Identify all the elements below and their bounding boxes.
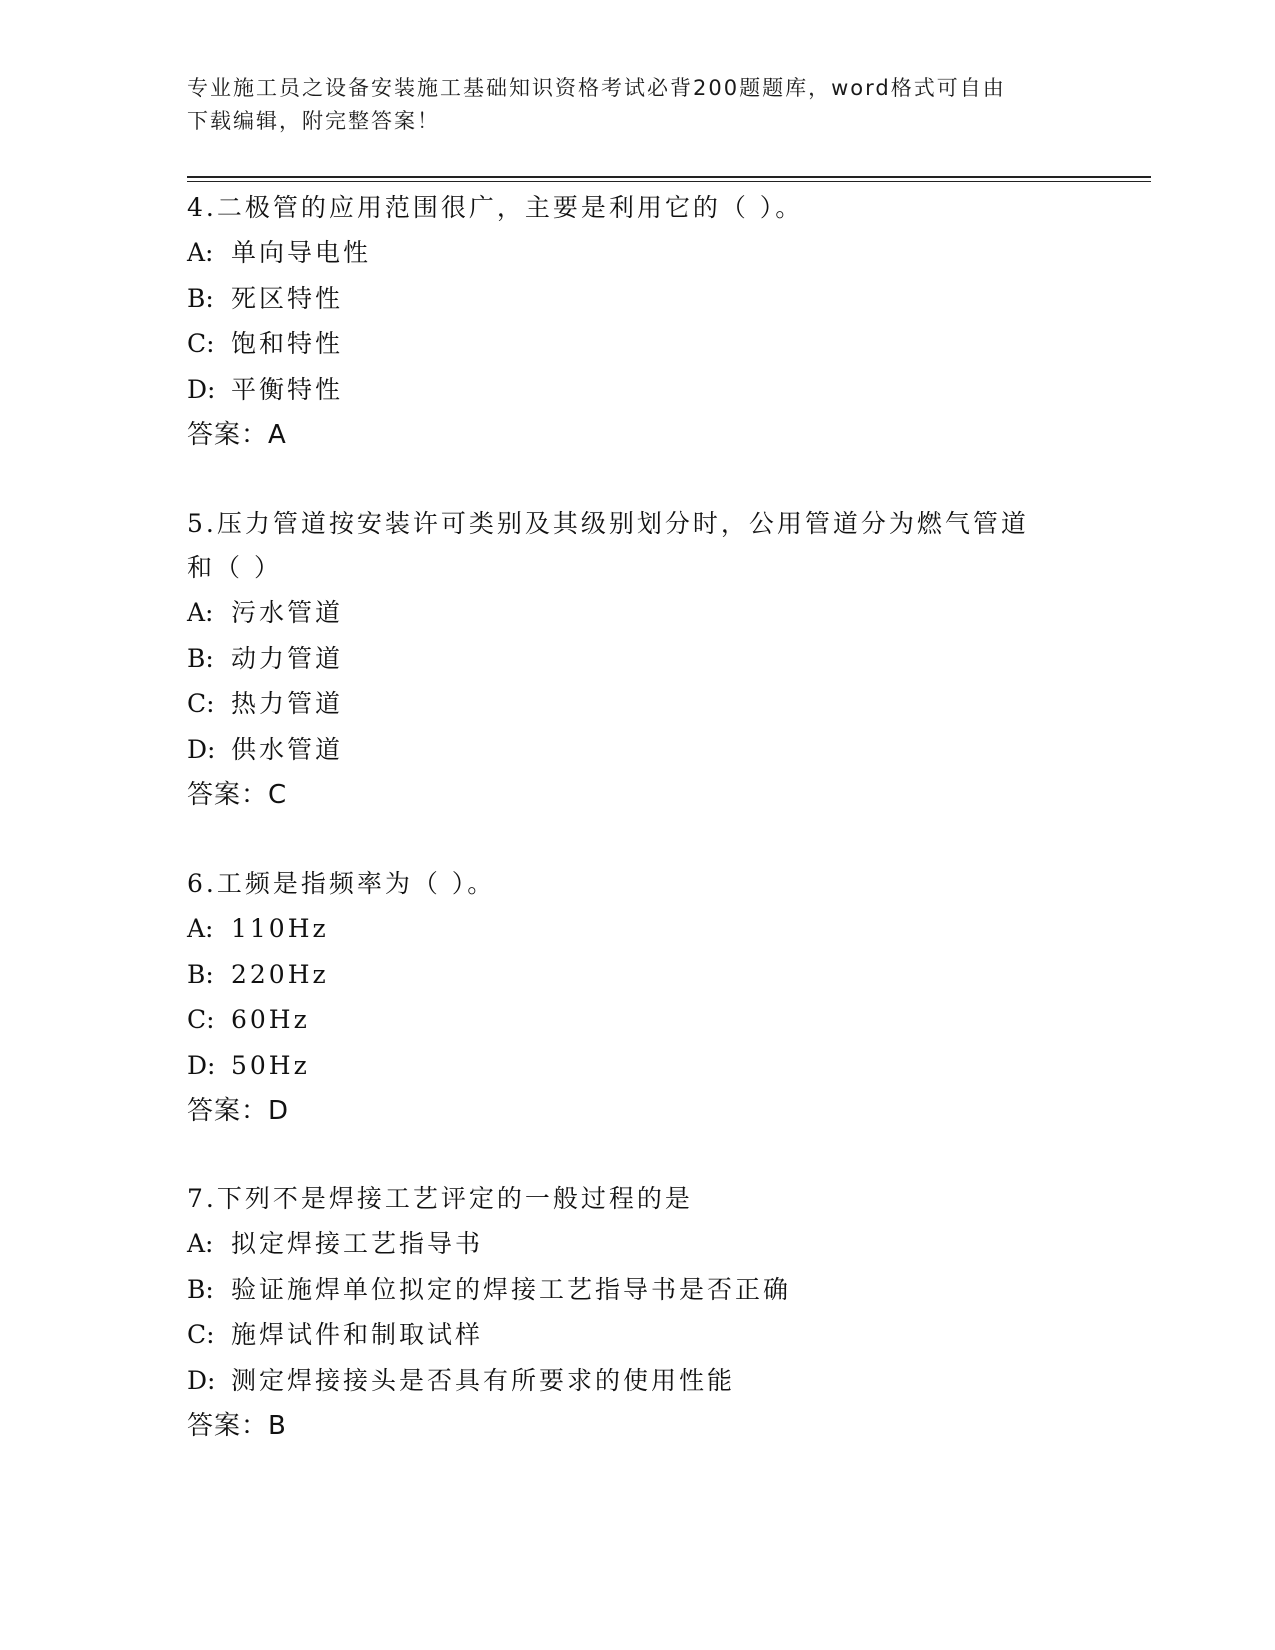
question-5 — [187, 502, 1087, 818]
option-label: B: — [187, 643, 214, 673]
question-stem: 7.下列不是焊接工艺评定的一般过程的是 — [187, 1184, 693, 1213]
answer: 答案：C — [187, 780, 288, 810]
question-7 — [187, 1177, 1087, 1449]
answer: 答案：D — [187, 1096, 290, 1126]
option-text: 测定焊接接头是否具有所要求的使用性能 — [231, 1365, 736, 1395]
option-text: 施焊试件和制取试样 — [231, 1320, 484, 1349]
option-c — [187, 681, 1087, 727]
question-stem-continued: 和（ ） — [187, 553, 282, 582]
option-d — [187, 1358, 1087, 1404]
question-stem: 5.压力管道按安装许可类别及其级别划分时，公用管道分为燃气管道 — [187, 509, 1029, 538]
header-divider-thick — [187, 176, 1151, 178]
option-label: A: — [187, 914, 214, 943]
option-text: 60Hz — [231, 1005, 310, 1034]
option-c — [187, 321, 1087, 367]
option-label: A: — [187, 1229, 214, 1258]
header-line-2: 下载编辑，附完整答案！ — [187, 109, 440, 133]
answer: 答案：A — [187, 420, 287, 450]
option-text: 供水管道 — [231, 734, 344, 764]
option-c — [187, 997, 1087, 1043]
option-label: C: — [187, 1320, 215, 1349]
option-text: 50Hz — [231, 1050, 310, 1080]
option-label: D: — [187, 734, 216, 764]
option-b — [187, 952, 1087, 998]
question-stem: 6.工频是指频率为（ ）。 — [187, 869, 496, 898]
option-c — [187, 1312, 1087, 1358]
option-a — [187, 1221, 1087, 1267]
option-label: C: — [187, 329, 215, 358]
option-label: C: — [187, 689, 215, 718]
option-text: 验证施焊单位拟定的焊接工艺指导书是否正确 — [231, 1274, 792, 1304]
option-text: 110Hz — [231, 914, 329, 943]
option-text: 死区特性 — [231, 283, 344, 313]
option-text: 单向导电性 — [231, 238, 372, 267]
question-6 — [187, 862, 1087, 1134]
answer: 答案：B — [187, 1411, 287, 1441]
option-text: 热力管道 — [231, 689, 344, 718]
option-label: B: — [187, 959, 214, 989]
option-text: 饱和特性 — [231, 329, 344, 358]
question-stem: 4.二极管的应用范围很广，主要是利用它的（ ）。 — [187, 193, 804, 222]
option-label: B: — [187, 283, 214, 313]
option-b — [187, 276, 1087, 322]
document-header — [187, 72, 1067, 138]
option-label: D: — [187, 1365, 216, 1395]
option-text: 平衡特性 — [231, 374, 344, 404]
option-label: A: — [187, 598, 214, 627]
option-label: A: — [187, 238, 214, 267]
option-label: C: — [187, 1005, 215, 1034]
header-divider-thin — [187, 181, 1151, 182]
option-label: D: — [187, 374, 216, 404]
option-text: 拟定焊接工艺指导书 — [231, 1229, 484, 1258]
option-label: B: — [187, 1274, 214, 1304]
header-line-1: 专业施工员之设备安装施工基础知识资格考试必背200题题库，word格式可自由 — [187, 76, 1006, 100]
option-d — [187, 1043, 1087, 1089]
option-a — [187, 590, 1087, 636]
option-b — [187, 636, 1087, 682]
option-a — [187, 230, 1087, 276]
option-label: D: — [187, 1050, 216, 1080]
option-d — [187, 727, 1087, 773]
option-text: 220Hz — [231, 959, 329, 989]
option-text: 动力管道 — [231, 643, 344, 673]
option-a — [187, 906, 1087, 952]
option-d — [187, 367, 1087, 413]
option-b — [187, 1267, 1087, 1313]
question-4 — [187, 186, 1087, 458]
option-text: 污水管道 — [231, 598, 344, 627]
